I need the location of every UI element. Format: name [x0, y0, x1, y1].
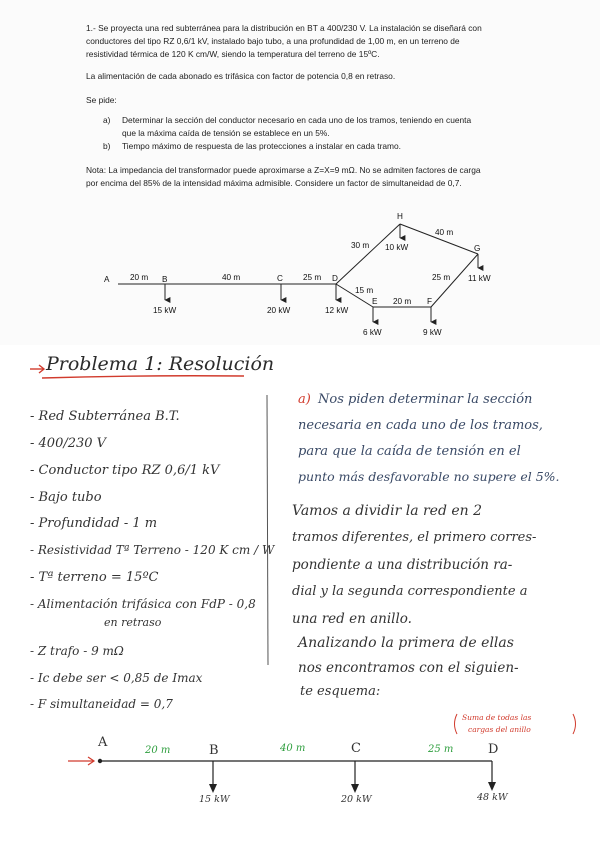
load-label-E: 6 kW — [363, 328, 382, 337]
load-label-B: 15 kW — [153, 306, 177, 315]
scheme-arrowhead-B — [209, 784, 217, 793]
scheme-node-D: D — [488, 742, 499, 757]
distance-DE: 15 m — [355, 286, 374, 295]
data-item: - Resistividad Tª Terreno - 120 K cm / W — [30, 543, 275, 557]
node-label-D: D — [332, 274, 338, 283]
answer-line: te esquema: — [300, 684, 381, 699]
scheme-arrowhead-C — [351, 784, 359, 793]
distance-GF: 25 m — [432, 273, 451, 282]
answer-line: Vamos a dividir la red en 2 — [292, 503, 483, 519]
node-label-H: H — [397, 212, 403, 221]
node-label-B: B — [162, 275, 168, 284]
load-label-G: 11 kW — [468, 274, 491, 283]
answer-marker: a) — [298, 392, 311, 407]
scheme-distance-CD: 25 m — [428, 744, 454, 755]
note-line: Nota: La impedancia del transformador puede aproximarse a Z=X=9 mΩ. No se admiten factores de carga — [86, 165, 481, 175]
divider-line — [267, 395, 268, 665]
node-label-E: E — [372, 297, 378, 306]
distance-HG: 40 m — [435, 228, 454, 237]
answer-line: dial y la segunda correspondiente a — [292, 584, 528, 599]
scheme-load-B: 15 kW — [199, 794, 230, 805]
data-item: en retraso — [104, 616, 162, 629]
data-item: - Conductor tipo RZ 0,6/1 kV — [30, 463, 220, 478]
scheme-node-B: B — [209, 743, 219, 758]
answer-line: para que la caída de tensión en el — [298, 444, 521, 459]
item-a-marker: a) — [103, 115, 111, 125]
ask-heading: Se pide: — [86, 95, 117, 105]
item-b-text: Tiempo máximo de respuesta de las protecciones a instalar en cada tramo. — [122, 141, 401, 151]
scheme-node-A-dot — [98, 759, 102, 763]
note-line: por encima del 85% de la intensidad máxima admisible. Considere un factor de simultaneidad de 0,7. — [86, 178, 462, 188]
item-a-line: Determinar la sección del conductor necesario en cada uno de los tramos, teniendo en cuenta — [122, 115, 472, 125]
data-item: - Red Subterránea B.T. — [30, 409, 180, 424]
distance-DH: 30 m — [351, 241, 370, 250]
annotation-bracket-right — [573, 714, 576, 734]
annotation-text: Suma de todas las — [462, 713, 532, 722]
answer-line: tramos diferentes, el primero corres- — [292, 530, 537, 545]
resolution-title: Problema 1: Resolución — [46, 353, 275, 375]
handwritten-resolution-page — [0, 345, 600, 848]
annotation-bracket-left — [455, 714, 458, 734]
distance-BC: 40 m — [222, 273, 241, 282]
data-item: - F simultaneidad = 0,7 — [30, 697, 173, 711]
load-label-C: 20 kW — [267, 306, 291, 315]
node-label-F: F — [427, 297, 433, 306]
load-label-F: 9 kW — [423, 328, 442, 337]
line-D-H — [336, 224, 400, 284]
scheme-load-D: 48 kW — [477, 792, 508, 803]
feed-statement: La alimentación de cada abonado es trifásica con factor de potencia 0,8 en retraso. — [86, 71, 396, 81]
data-item: - Profundidad - 1 m — [30, 516, 158, 531]
intro-line: conductores del tipo RZ 0,6/1 kV, instalado bajo tubo, a una profundidad de 1,00 m, en un terreno de — [86, 36, 460, 46]
item-b-marker: b) — [103, 141, 111, 151]
distance-AB: 20 m — [130, 273, 149, 282]
title-underline — [42, 376, 244, 378]
answer-line: pondiente a una distribución ra- — [292, 557, 513, 573]
answer-line: necesaria en cada uno de los tramos, — [298, 418, 543, 433]
node-label-A: A — [104, 275, 110, 284]
annotation-text: cargas del anillo — [468, 725, 531, 734]
load-label-H: 10 kW — [385, 243, 409, 252]
distance-EF: 20 m — [393, 297, 412, 306]
distance-CD: 25 m — [303, 273, 322, 282]
scheme-load-C: 20 kW — [341, 794, 372, 805]
scheme-node-A: A — [98, 735, 108, 750]
scheme-node-C: C — [351, 741, 361, 756]
intro-line: 1.- Se proyecta una red subterránea para la distribución en BT a 400/230 V. La instalación se diseñará con — [86, 23, 482, 33]
scheme-distance-BC: 40 m — [280, 743, 306, 754]
answer-line: punto más desfavorable no supere el 5%. — [298, 469, 560, 484]
problem-statement-page — [0, 0, 600, 345]
intro-line: resistividad térmica de 120 K cm/W, siendo la temperatura del terreno de 15ºC. — [86, 49, 380, 59]
scheme-arrowhead-D — [488, 782, 496, 791]
data-item: - Bajo tubo — [30, 490, 102, 505]
scheme-distance-AB: 20 m — [145, 745, 171, 756]
answer-line: Nos piden determinar la sección — [318, 392, 533, 407]
data-item: - 400/230 V — [30, 436, 107, 451]
answer-line: Analizando la primera de ellas — [298, 635, 514, 651]
node-label-C: C — [277, 274, 283, 283]
load-label-D: 12 kW — [325, 306, 349, 315]
item-a-line: que la máxima caída de tensión se establece en un 5%. — [122, 128, 330, 138]
node-label-G: G — [474, 244, 481, 253]
data-item: - Z trafo - 9 mΩ — [30, 644, 124, 658]
answer-line: nos encontramos con el siguien- — [298, 660, 519, 676]
data-item: - Alimentación trifásica con FdP - 0,8 — [30, 597, 256, 611]
network-diagram — [0, 0, 600, 345]
data-item: - Tª terreno = 15ºC — [30, 570, 159, 585]
answer-line: una red en anillo. — [292, 611, 412, 627]
data-item: - Ic debe ser < 0,85 de Imax — [30, 671, 203, 685]
